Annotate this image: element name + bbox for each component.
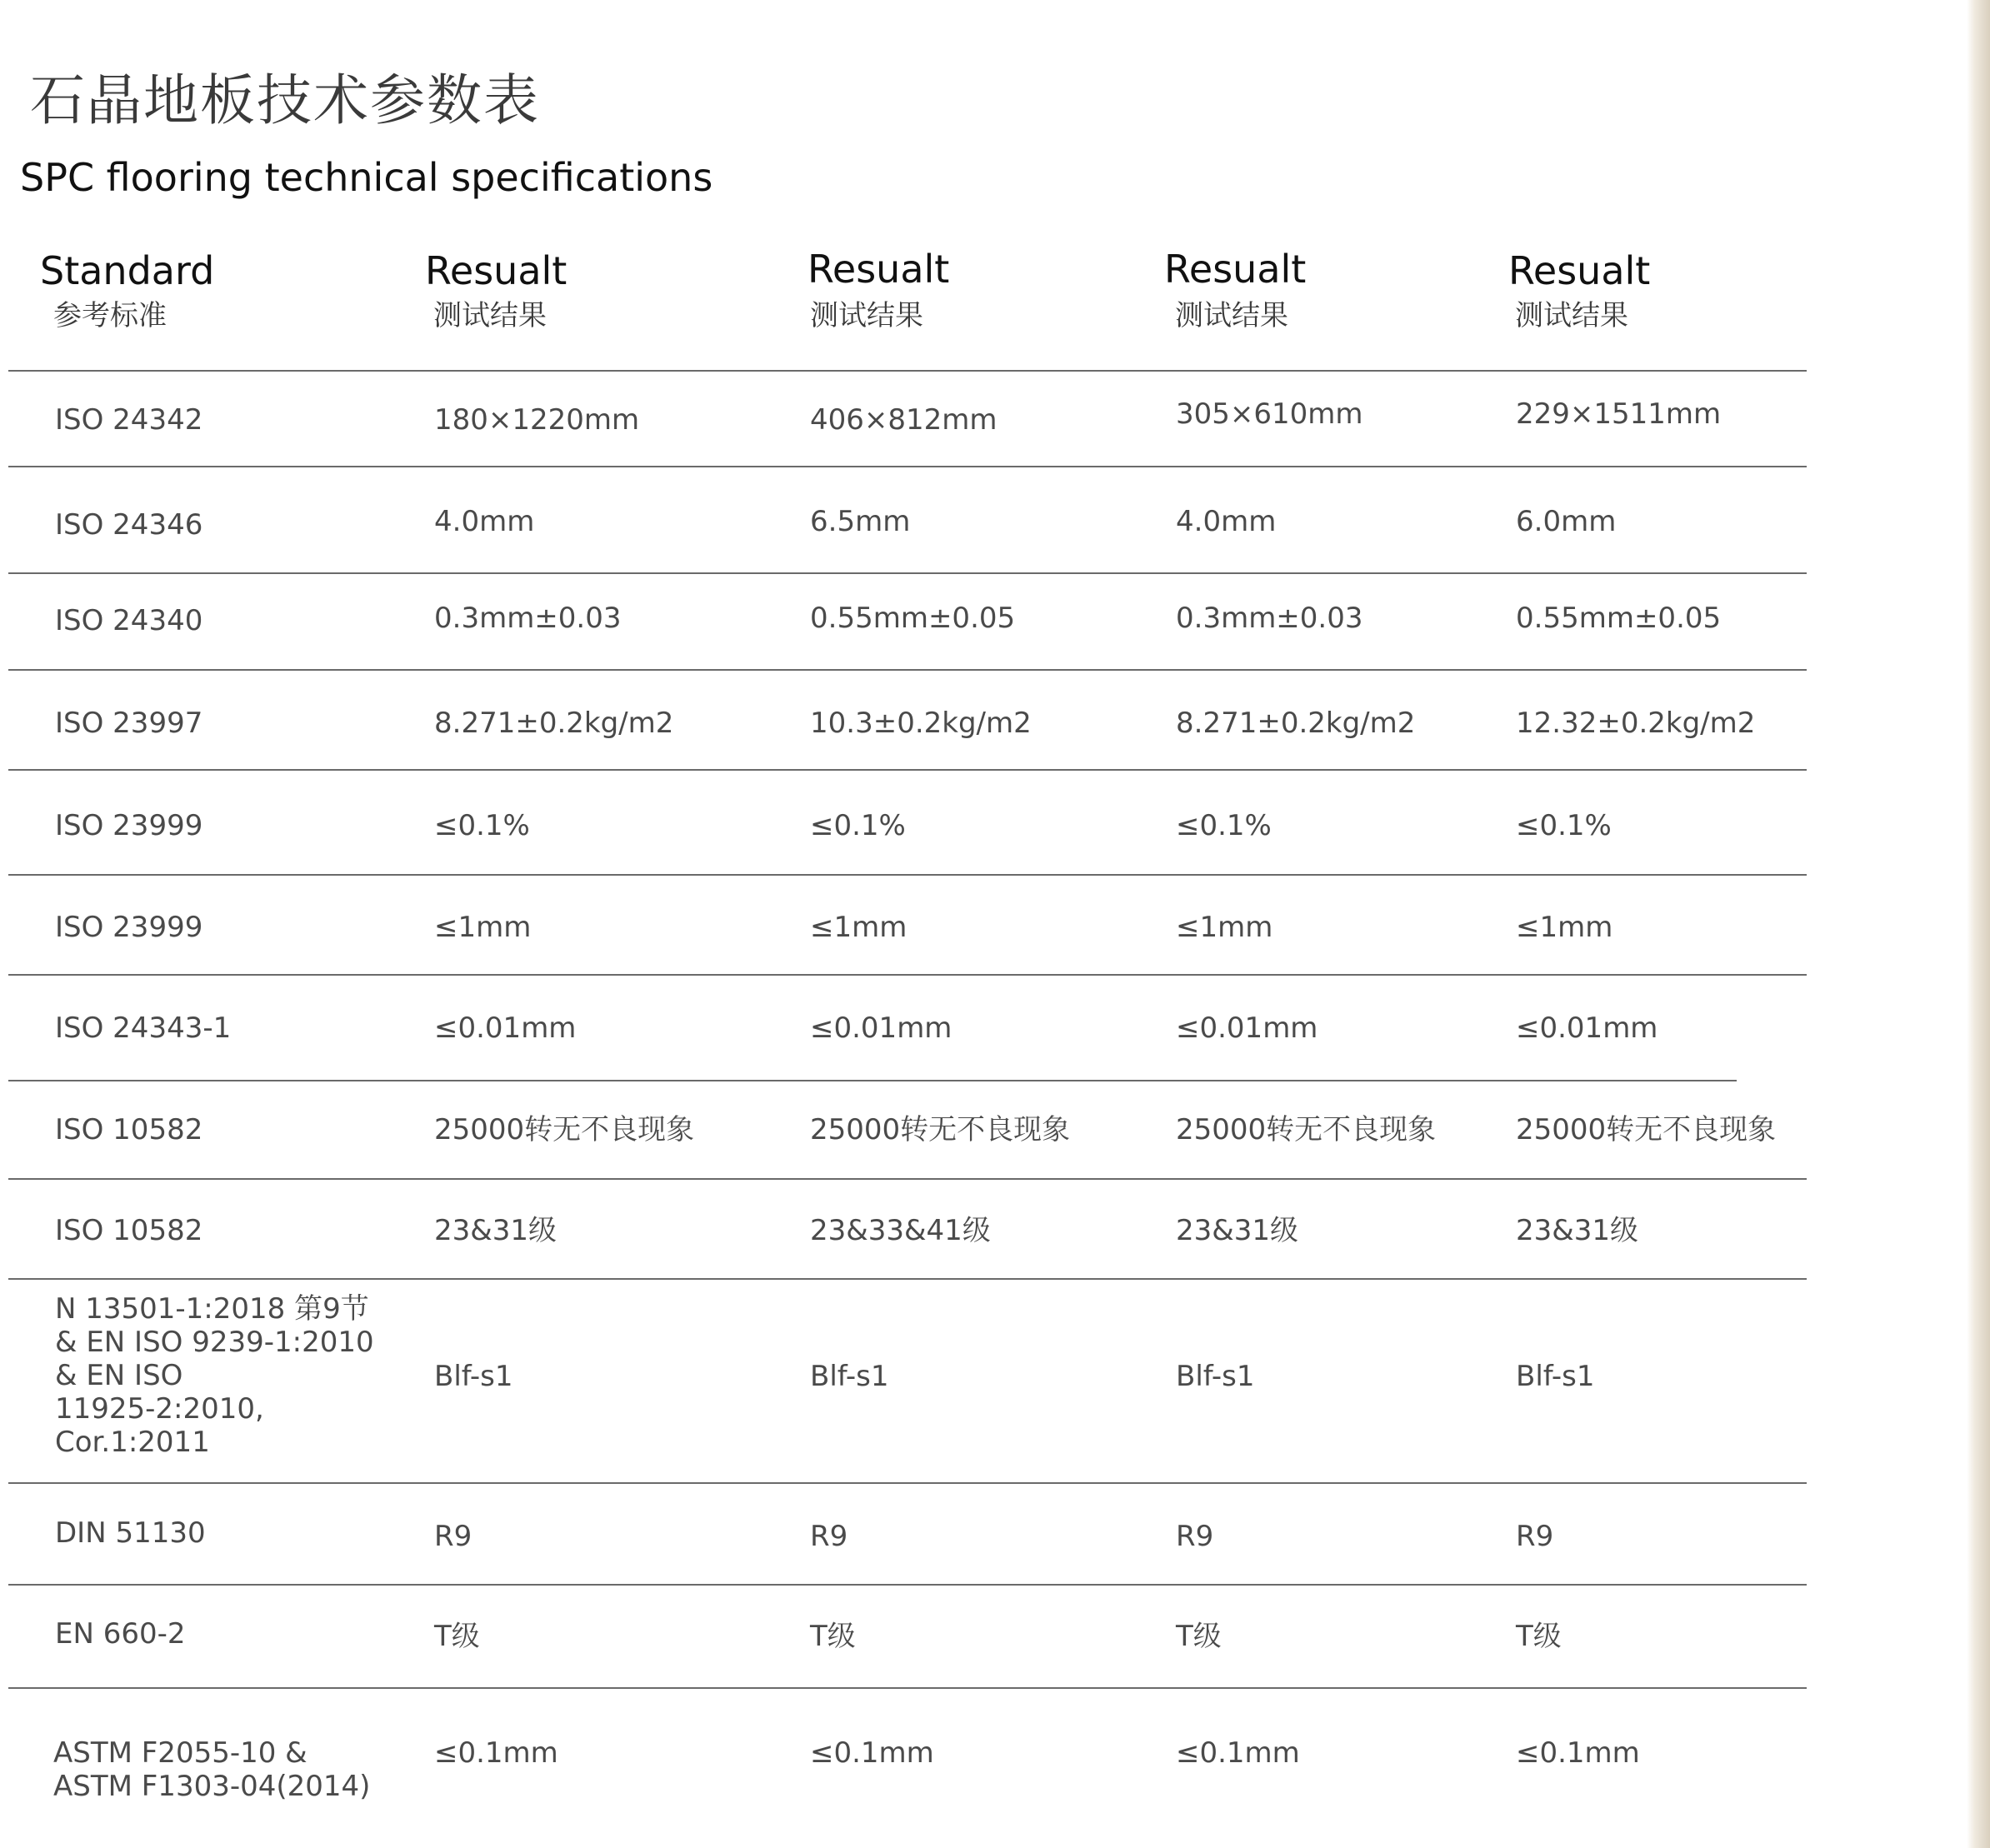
header-result-4-en: Resualt [1508,248,1651,293]
result-cell: T级 [1516,1620,1562,1653]
row-divider [8,1080,1737,1081]
header-result-1-cn: 测试结果 [433,299,547,332]
result-cell: ≤0.01mm [1176,1011,1318,1045]
row-divider [8,974,1807,976]
result-cell: 23&31级 [1176,1214,1299,1247]
result-cell: ≤0.1mm [1516,1736,1640,1770]
row-divider [8,769,1807,771]
row-divider [8,370,1807,372]
standard-cell: ISO 10582 [55,1113,203,1146]
result-cell: 6.0mm [1516,505,1617,538]
result-cell: T级 [810,1620,856,1653]
result-cell: 23&31级 [434,1214,558,1247]
page-edge-shadow [1967,0,1990,1848]
standard-cell: DIN 51130 [55,1516,206,1550]
result-cell: ≤0.1mm [1176,1736,1300,1770]
row-divider [8,466,1807,467]
standard-cell: ISO 23999 [55,809,203,842]
result-cell: Blf-s1 [1176,1360,1255,1393]
result-cell: ≤1mm [434,911,532,944]
row-divider [8,874,1807,876]
row-divider [8,1687,1807,1689]
header-result-3-cn: 测试结果 [1175,299,1288,332]
standard-cell: ISO 24342 [55,403,203,437]
header-result-2-cn: 测试结果 [810,299,923,332]
standard-cell: ISO 24343-1 [55,1011,232,1045]
result-cell: ≤0.1mm [434,1736,558,1770]
row-divider [8,669,1807,671]
result-cell: ≤1mm [1176,911,1273,944]
standard-cell: N 13501-1:2018 第9节 & EN ISO 9239-1:2010 & EN ISO 11925-2:2010, Cor.1:2011 [55,1292,374,1459]
result-cell: 6.5mm [810,505,911,538]
header-standard-cn: 参考标准 [53,299,167,332]
result-cell: 25000转无不良现象 [434,1113,695,1146]
standard-cell: ISO 23999 [55,911,203,944]
result-cell: R9 [434,1520,472,1553]
result-cell: 4.0mm [1176,505,1277,538]
result-cell: 305×610mm [1176,397,1363,431]
result-cell: 0.55mm±0.05 [810,602,1016,635]
result-cell: Blf-s1 [810,1360,889,1393]
standard-cell: ISO 10582 [55,1214,203,1247]
header-result-2-en: Resualt [808,247,950,292]
result-cell: ≤0.1% [434,809,530,842]
page-title-chinese: 石晶地板技术参数表 [30,68,540,132]
row-divider [8,1482,1807,1484]
result-cell: Blf-s1 [434,1360,513,1393]
result-cell: 23&33&41级 [810,1214,991,1247]
result-cell: ≤0.01mm [1516,1011,1658,1045]
header-result-3-en: Resualt [1164,247,1307,292]
result-cell: 180×1220mm [434,403,640,437]
result-cell: 0.55mm±0.05 [1516,602,1722,635]
standard-cell: ISO 24340 [55,604,203,637]
row-divider [8,1178,1807,1180]
result-cell: 23&31级 [1516,1214,1639,1247]
standard-cell: EN 660-2 [55,1617,186,1651]
result-cell: ≤0.1mm [810,1736,934,1770]
result-cell: 0.3mm±0.03 [1176,602,1363,635]
result-cell: 406×812mm [810,403,998,437]
standard-cell: ISO 24346 [55,508,203,542]
row-divider [8,572,1807,574]
result-cell: T级 [1176,1620,1222,1653]
result-cell: 229×1511mm [1516,397,1722,431]
header-result-1-en: Resualt [425,248,568,293]
result-cell: 25000转无不良现象 [1176,1113,1437,1146]
result-cell: 25000转无不良现象 [1516,1113,1777,1146]
header-standard-en: Standard [40,248,215,293]
result-cell: R9 [1176,1520,1214,1553]
result-cell: 8.271±0.2kg/m2 [434,707,674,740]
result-cell: R9 [810,1520,848,1553]
header-result-4-cn: 测试结果 [1515,299,1628,332]
result-cell: R9 [1516,1520,1554,1553]
result-cell: ≤0.1% [1516,809,1612,842]
result-cell: ≤0.01mm [810,1011,952,1045]
page-title-english: SPC flooring technical specifications [20,155,713,200]
standard-cell: ISO 23997 [55,707,203,740]
result-cell: ≤1mm [1516,911,1613,944]
result-cell: 4.0mm [434,505,535,538]
row-divider [8,1584,1807,1586]
standard-cell: ASTM F2055-10 & ASTM F1303-04(2014) [53,1736,371,1803]
result-cell: 12.32±0.2kg/m2 [1516,707,1756,740]
result-cell: ≤0.01mm [434,1011,577,1045]
result-cell: 25000转无不良现象 [810,1113,1071,1146]
result-cell: 0.3mm±0.03 [434,602,622,635]
result-cell: T级 [434,1620,480,1653]
result-cell: 8.271±0.2kg/m2 [1176,707,1416,740]
row-divider [8,1278,1807,1280]
result-cell: ≤1mm [810,911,908,944]
result-cell: 10.3±0.2kg/m2 [810,707,1032,740]
result-cell: ≤0.1% [1176,809,1272,842]
result-cell: Blf-s1 [1516,1360,1595,1393]
result-cell: ≤0.1% [810,809,906,842]
